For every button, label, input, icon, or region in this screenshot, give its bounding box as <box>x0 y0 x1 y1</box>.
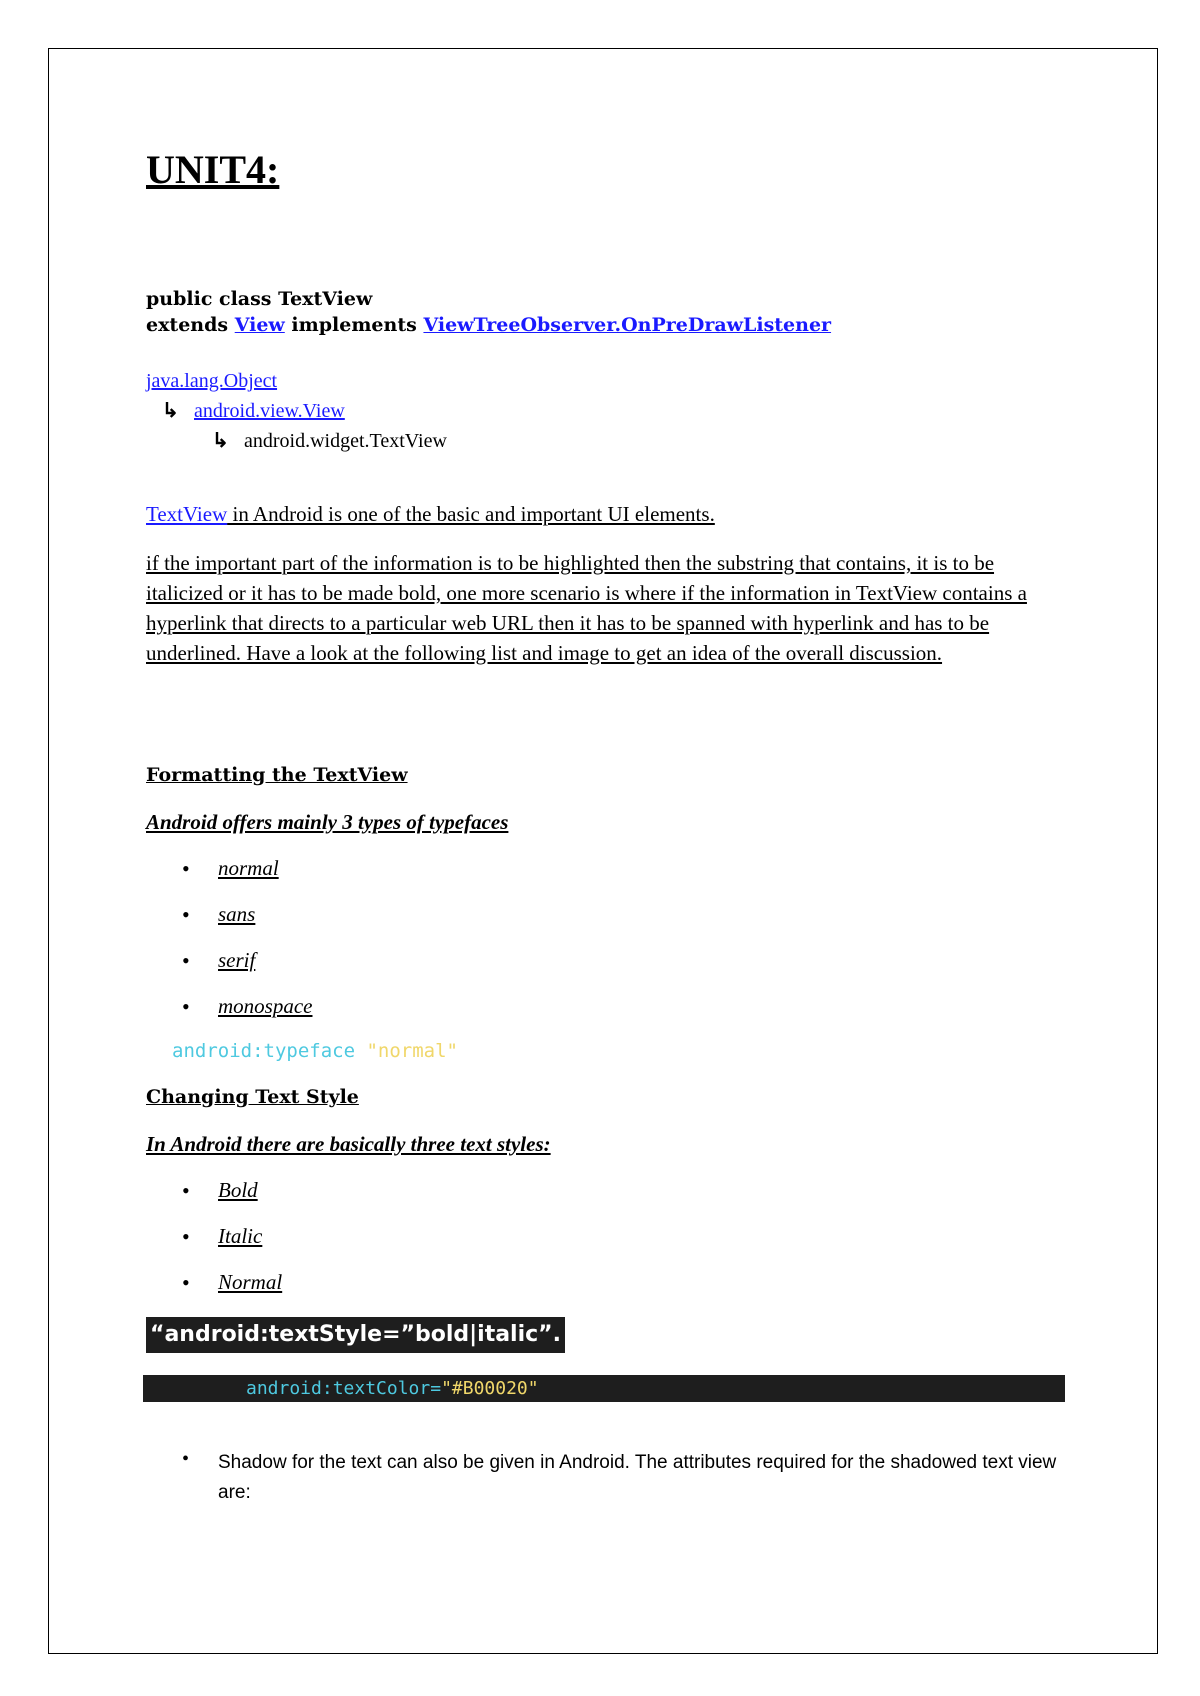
bullet-icon: • <box>182 994 190 1019</box>
code-value: "normal" <box>355 1040 458 1062</box>
code-attribute: android:textColor= <box>246 1378 442 1399</box>
android-widget-textview: android.widget.TextView <box>244 430 447 452</box>
ontreedraw-listener-link[interactable]: ViewTreeObserver.OnPreDrawListener <box>423 314 832 336</box>
hierarchy-object <box>146 370 277 393</box>
list-item: Italic <box>218 1224 263 1248</box>
shadow-paragraph: Shadow for the text can also be given in Android. The attributes required for the shadowed text view are: <box>218 1452 1057 1503</box>
intro-sentence <box>146 502 715 527</box>
bullet-icon: • <box>182 856 190 881</box>
typeface-code-snippet <box>172 1040 458 1062</box>
implements-keyword: implements <box>291 314 417 336</box>
bullet-icon: • <box>182 948 190 973</box>
list-item: normal <box>218 856 279 880</box>
section-subheading-text-styles: In Android there are basically three text styles: <box>146 1132 551 1156</box>
list-item: serif <box>218 948 256 972</box>
code-value: "#B00020" <box>441 1378 539 1399</box>
bullet-icon: • <box>182 1270 190 1295</box>
class-extends-line <box>146 314 831 336</box>
list-item: Bold <box>218 1178 258 1202</box>
class-signature-line: public class TextView <box>146 288 373 310</box>
section-heading-text-style: Changing Text Style <box>146 1086 359 1108</box>
hierarchy-view <box>162 398 345 423</box>
bullet-icon: • <box>182 902 190 927</box>
java-lang-object-link[interactable]: java.lang.Object <box>146 370 278 392</box>
text-style-code-box: “android:textStyle=”bold|italic”. <box>146 1317 565 1353</box>
bullet-icon: • <box>182 1448 190 1470</box>
section-subheading-typefaces: Android offers mainly 3 types of typefaces <box>146 810 509 834</box>
bullet-icon: • <box>182 1224 190 1249</box>
description-paragraph: if the important part of the information is to be highlighted then the substring that contains, it is to be italicized or it has to be made bold, one more scenario is where if the information in TextView contains a hyperlink that directs to a particular web URL then it has to be spanned with hyperlink and has to be underlined. Have a look at the following list and image to get an idea of the overall discussion. <box>146 551 1027 665</box>
inheritance-arrow-icon: ↳ <box>212 430 229 452</box>
view-link[interactable]: View <box>234 314 285 336</box>
intro-rest: in Android is one of the basic and important UI elements. <box>227 502 715 526</box>
bullet-icon: • <box>182 1178 190 1203</box>
list-item: monospace <box>218 994 313 1018</box>
textview-link[interactable]: TextView <box>146 502 228 526</box>
extends-keyword: extends <box>146 314 229 336</box>
hierarchy-textview <box>212 428 447 453</box>
page-title: UNIT4: <box>146 147 280 192</box>
inheritance-arrow-icon: ↳ <box>162 400 179 422</box>
list-item: Normal <box>218 1270 283 1294</box>
code-attribute: android:typeface <box>172 1040 356 1062</box>
android-view-view-link[interactable]: android.view.View <box>194 400 345 422</box>
text-color-code-snippet <box>246 1376 539 1402</box>
section-heading-formatting: Formatting the TextView <box>146 764 408 786</box>
list-item: sans <box>218 902 256 926</box>
